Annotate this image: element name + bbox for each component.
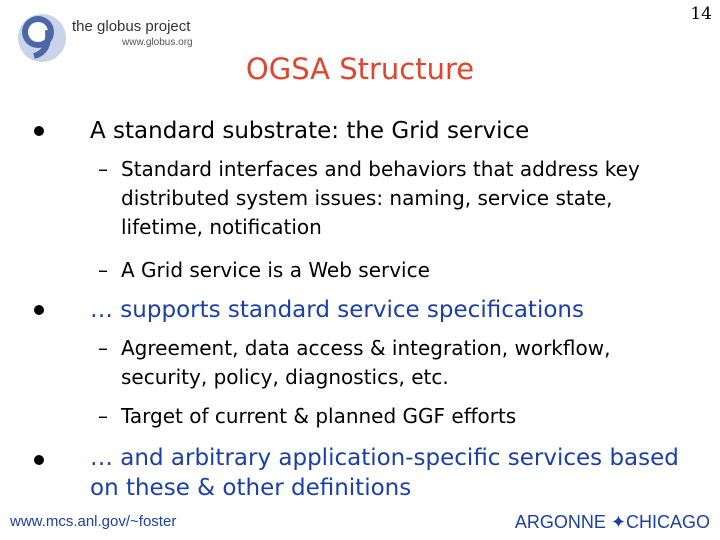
logo-url: www.globus.org [122, 37, 193, 48]
bullet-2-sub-2: Target of current & planned GGF efforts [121, 404, 517, 428]
bullet-marker [34, 455, 44, 465]
sub-bullet-dash: – [98, 157, 108, 181]
sub-bullet-dash: – [98, 404, 108, 428]
bullet-marker [34, 126, 44, 136]
bullet-marker [34, 305, 44, 315]
bullet-2-text: … supports standard service specifications [90, 297, 584, 323]
bullet-1-sub-1: Standard interfaces and behaviors that address key distributed system issues: naming, service state, lifetime, notification [121, 157, 640, 239]
bullet-1-sub-2: A Grid service is a Web service [121, 258, 430, 282]
slide-title: OGSA Structure [245, 52, 475, 86]
bullet-1-text: A standard substrate: the Grid service [90, 118, 530, 144]
bullet-2-sub-1: Agreement, data access & integration, workflow, security, policy, diagnostics, etc. [121, 336, 611, 389]
footer-org: ARGONNE ✦CHICAGO [514, 512, 710, 532]
sub-bullet-dash: – [98, 336, 108, 360]
logo-name: the globus project [72, 18, 191, 35]
bullet-3-text: … and arbitrary application-specific services based on these & other definitions [90, 445, 679, 501]
slide-number: 14 [690, 4, 712, 24]
footer-url: www.mcs.anl.gov/~foster [10, 513, 177, 530]
sub-bullet-dash: – [98, 258, 108, 282]
